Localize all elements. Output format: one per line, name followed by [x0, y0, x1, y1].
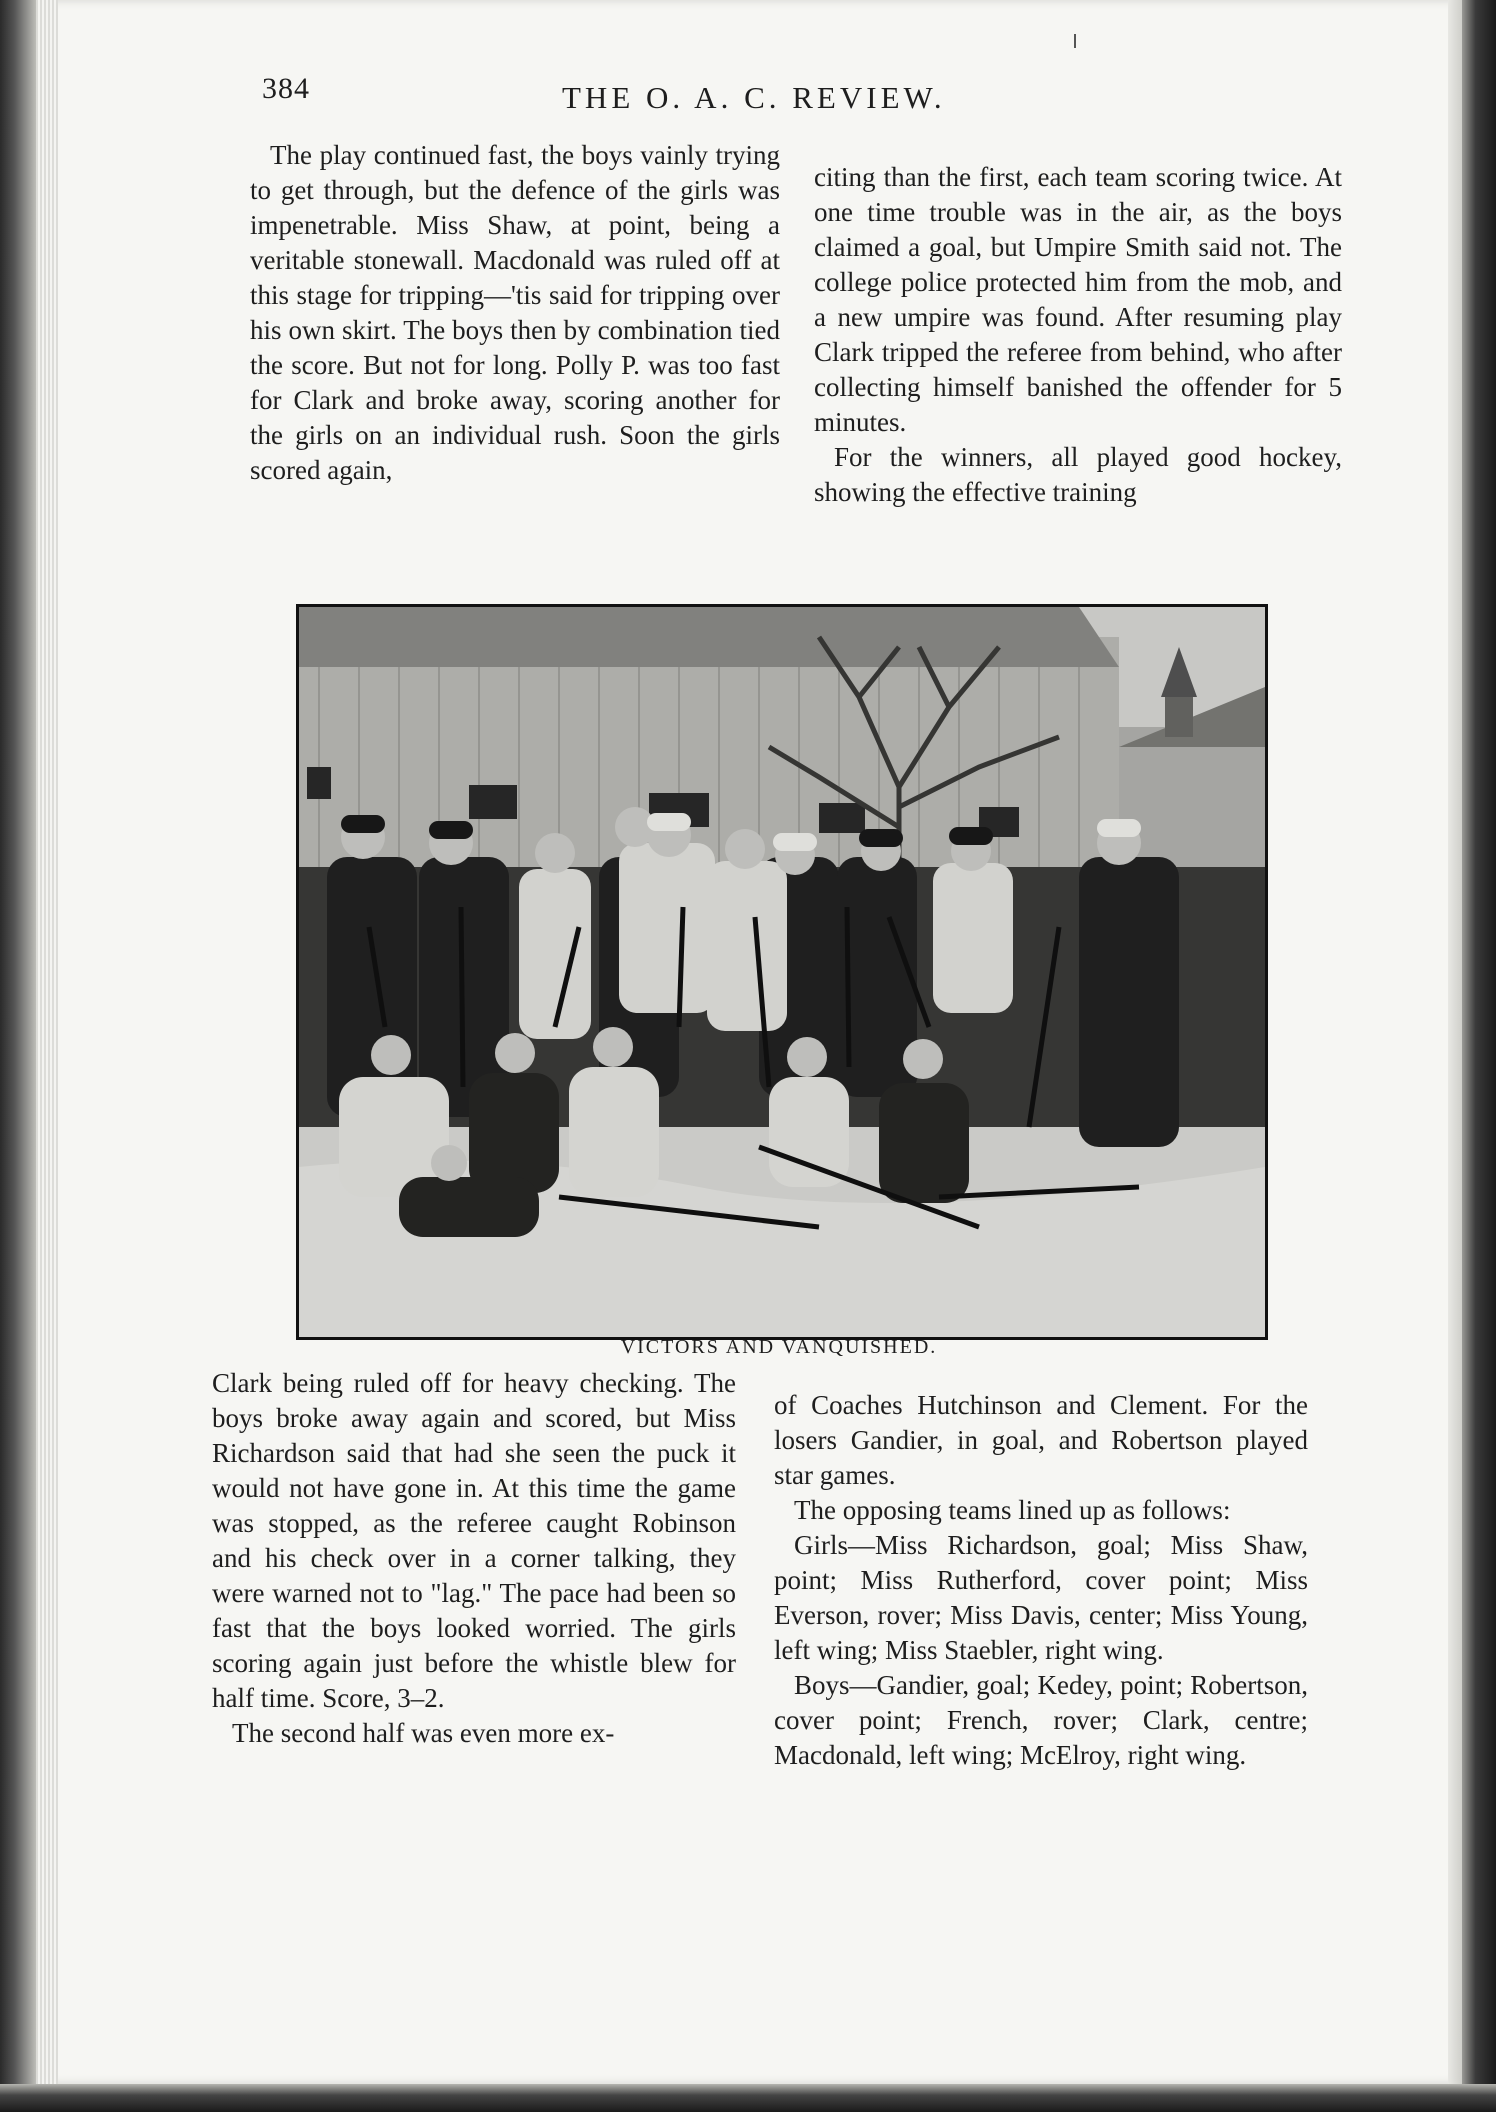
text-column-bottom-right — [774, 1388, 1308, 1773]
scanner-frame-bottom — [0, 2084, 1496, 2112]
paragraph: citing than the first, each team scoring twice. At one time trouble was in the air, as the boys claimed a goal, but Umpire Smith said not. The college police protected him from the mob, and a new umpire was found. After resuming play Clark tripped the referee from behind, who after collecting himself banished the offender for 5 minutes. — [814, 162, 1342, 437]
running-header — [262, 66, 1342, 126]
page-number: 384 — [262, 72, 310, 105]
paragraph: The opposing teams lined up as follows: — [794, 1495, 1231, 1525]
scan-artifact-mark — [1074, 34, 1076, 48]
paragraph: For the winners, all played good hockey, showing the effective training — [814, 442, 1342, 507]
text-column-top-left — [250, 138, 780, 488]
paragraph: Boys—Gandier, goal; Kedey, point; Robertson, cover point; French, rover; Clark, centre; Macdonald, left wing; McElroy, right wing. — [774, 1670, 1308, 1770]
text-column-bottom-left — [212, 1366, 736, 1751]
scanner-frame-right — [1462, 0, 1496, 2112]
scanner-frame-left — [0, 0, 36, 2112]
text-column-top-right — [814, 160, 1342, 510]
paragraph: Girls—Miss Richardson, goal; Miss Shaw, point; Miss Rutherford, cover point; Miss Everson, rover; Miss Davis, center; Miss Young, left wing; Miss Staebler, right wing. — [774, 1530, 1308, 1665]
team-photograph — [296, 604, 1268, 1340]
page-edge-stack — [36, 0, 58, 2084]
page-right-edge — [1448, 0, 1462, 2084]
paragraph: The second half was even more ex- — [232, 1718, 615, 1748]
photo-caption: VICTORS AND VANQUISHED. — [620, 1336, 938, 1358]
running-title: THE O. A. C. REVIEW. — [562, 80, 946, 115]
paragraph: The play continued fast, the boys vainly trying to get through, but the defence of the girls was impenetrable. Miss Shaw, at point, being a veritable stonewall. Macdonald was ruled off at this stage for tripping—'tis said for tripping over his own skirt. The boys then by combination tied the score. But not for long. Polly P. was too fast for Clark and broke away, scoring another for the girls on an individual rush. Soon the girls scored again, — [250, 140, 780, 485]
paragraph: Clark being ruled off for heavy checking. The boys broke away again and scored, but Miss Richardson said that had she seen the puck it would not have gone in. At this time the game was stopped, as the referee caught Robinson and his check over in a corner talking, they were warned not to "lag." The pace had been so fast that the boys looked worried. The girls scoring again just before the whistle blew for half time. Score, 3–2. — [212, 1368, 736, 1713]
paragraph: of Coaches Hutchinson and Clement. For the losers Gandier, in goal, and Robertson played star games. — [774, 1390, 1308, 1490]
